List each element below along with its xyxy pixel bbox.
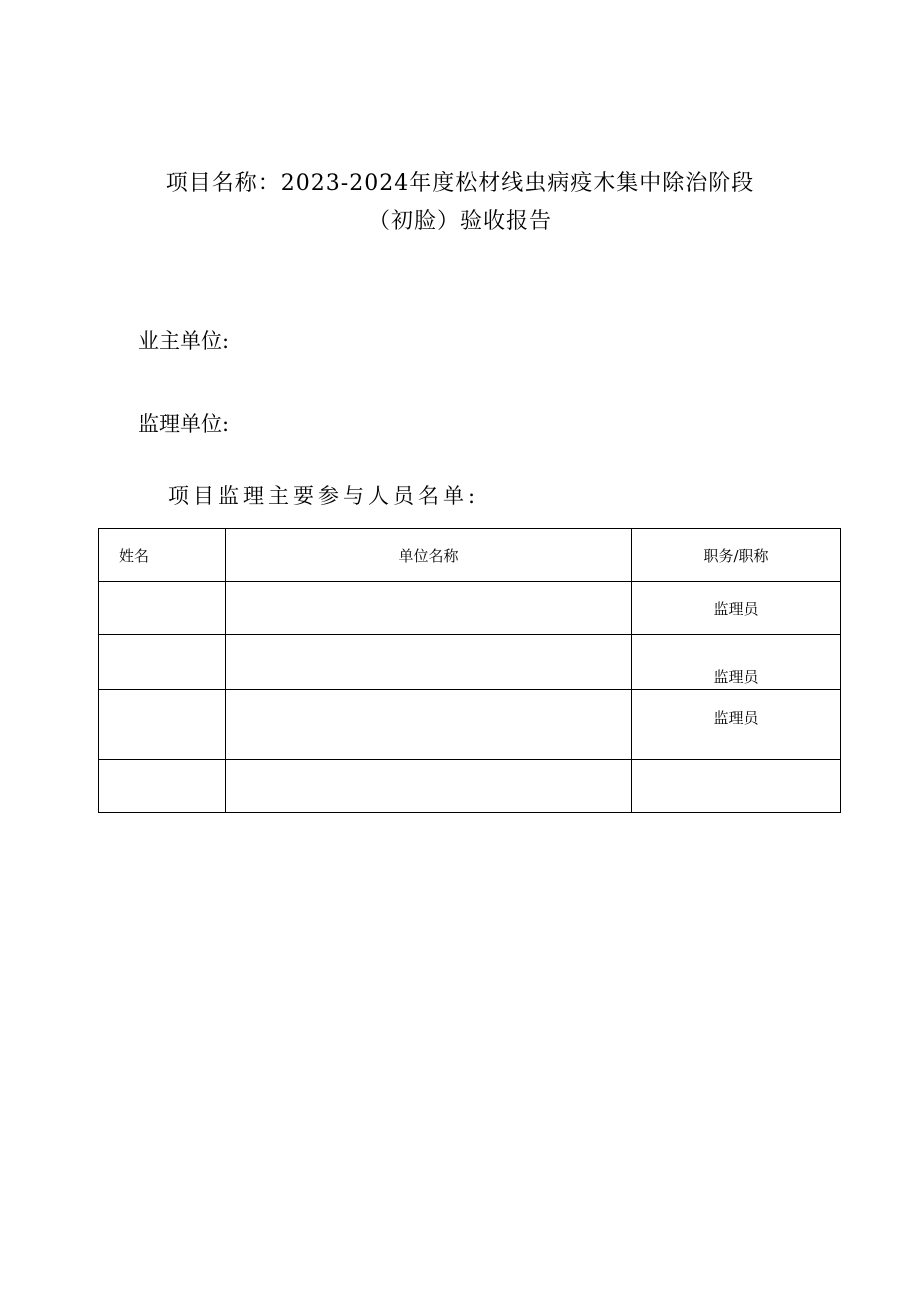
- table-cell-title: 监理员: [632, 690, 841, 760]
- table-row: [99, 582, 841, 635]
- table-cell-unit: [226, 582, 632, 635]
- table-cell-unit: [226, 635, 632, 690]
- table-cell-unit: [226, 760, 632, 813]
- table-header-row: [99, 529, 841, 582]
- column-header-name: 姓名: [99, 529, 226, 582]
- table-cell-name: [99, 582, 226, 635]
- report-title-line-2: （初脸）验收报告: [367, 209, 552, 234]
- personnel-list-heading: 项目监理主要参与人员名单:: [168, 484, 480, 508]
- table-cell-name: [99, 635, 226, 690]
- report-title-line-1: 项目名称：2023-2024年度松材线虫病疫木集中除治阶段: [165, 171, 755, 196]
- table-row: [99, 760, 841, 813]
- table-cell-title: 监理员: [632, 635, 841, 690]
- table-row: [99, 690, 841, 760]
- personnel-table: [98, 528, 841, 813]
- owner-unit-label: 业主单位:: [138, 329, 230, 353]
- column-header-unit: 单位名称: [226, 529, 632, 582]
- table-cell-title: [632, 760, 841, 813]
- table-cell-name: [99, 690, 226, 760]
- table-cell-title: 监理员: [632, 582, 841, 635]
- supervisor-unit-label: 监理单位:: [138, 412, 230, 436]
- table-cell-unit: [226, 690, 632, 760]
- column-header-title: 职务/职称: [632, 529, 841, 582]
- table-cell-name: [99, 760, 226, 813]
- table-row: [99, 635, 841, 690]
